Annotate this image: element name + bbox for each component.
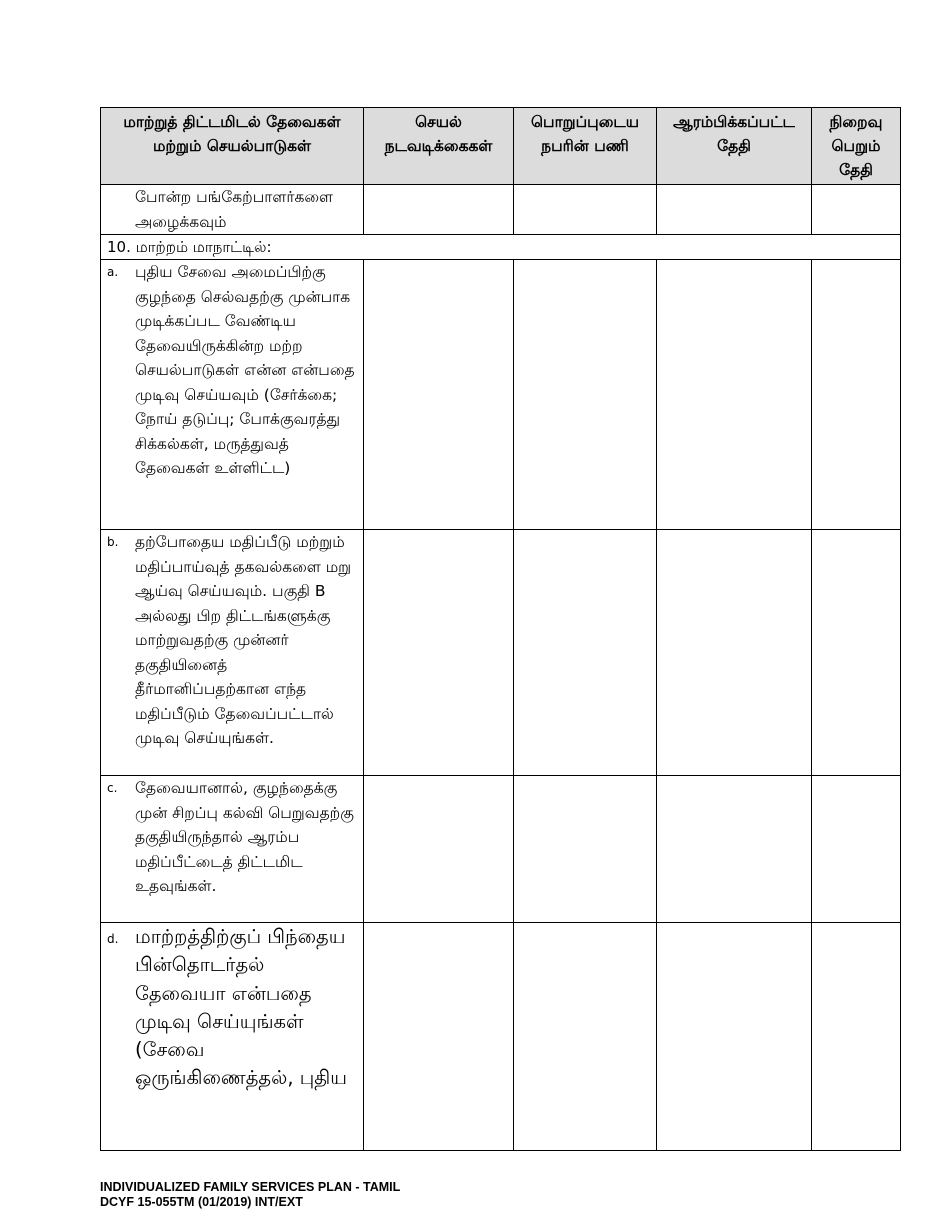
item-marker: b.	[107, 535, 119, 549]
table-row	[101, 530, 901, 776]
table-header-row	[101, 108, 901, 185]
completion-date-cell[interactable]	[812, 530, 901, 776]
header-responsible-person: பொறுப்புடைய நபரின் பணி	[514, 108, 657, 185]
responsible-person-cell[interactable]	[514, 185, 657, 235]
table-row	[101, 776, 901, 923]
completion-date-cell[interactable]	[812, 776, 901, 923]
start-date-cell[interactable]	[657, 530, 812, 776]
item-text: தேவையானால், குழந்தைக்கு முன் சிறப்பு கல்வி பெறுவதற்கு தகுதியிருந்தால் ஆரம்ப மதிப்பீட்டைத் திட்டமிட உதவுங்கள்.	[135, 779, 354, 895]
table-row	[101, 260, 901, 530]
header-action-steps: செயல் நடவடிக்கைகள்	[364, 108, 514, 185]
completion-date-cell[interactable]	[812, 260, 901, 530]
item-text: தற்போதைய மதிப்பீடு மற்றும் மதிப்பாய்வுத் தகவல்களை மறு ஆய்வு செய்யவும். பகுதி B அல்லது பிற திட்டங்களுக்கு மாற்றுவதற்கு முன்னர் தகுதியினைத் தீர்மானிப்பதற்கான எந்த மதிப்பீடும் தேவைப்பட்டால் முடிவு செய்யுங்கள்.	[135, 533, 352, 747]
start-date-cell[interactable]	[657, 260, 812, 530]
item-marker: a.	[107, 265, 119, 279]
table-row	[101, 923, 901, 1151]
item-marker: d.	[107, 932, 119, 946]
continuation-text: போன்ற பங்கேற்பாளர்களை அழைக்கவும்	[135, 188, 334, 231]
form-number: DCYF 15-055TM (01/2019) INT/EXT	[100, 1195, 303, 1209]
action-steps-cell[interactable]	[364, 530, 514, 776]
item-text: மாற்றத்திற்குப் பிந்தைய பின்தொடர்தல் தேவையா என்பதை முடிவு செய்யுங்கள் (சேவை ஒருங்கிணைத்தல், புதிய	[135, 925, 347, 1090]
start-date-cell[interactable]	[657, 776, 812, 923]
section-row	[101, 235, 901, 260]
start-date-cell[interactable]	[657, 185, 812, 235]
completion-date-cell[interactable]	[812, 185, 901, 235]
completion-date-cell[interactable]	[812, 923, 901, 1151]
start-date-cell[interactable]	[657, 923, 812, 1151]
form-footer	[100, 1180, 400, 1210]
action-steps-cell[interactable]	[364, 260, 514, 530]
responsible-person-cell[interactable]	[514, 923, 657, 1151]
action-steps-cell[interactable]	[364, 923, 514, 1151]
table-row	[101, 185, 901, 235]
responsible-person-cell[interactable]	[514, 776, 657, 923]
section-number: 10.	[107, 238, 131, 256]
responsible-person-cell[interactable]	[514, 260, 657, 530]
responsible-person-cell[interactable]	[514, 530, 657, 776]
item-marker: c.	[107, 781, 118, 795]
transition-planning-table	[100, 107, 901, 1151]
header-start-date: ஆரம்பிக்கப்பட்ட தேதி	[657, 108, 812, 185]
header-completion-date: நிறைவு பெறும் தேதி	[812, 108, 901, 185]
form-title: INDIVIDUALIZED FAMILY SERVICES PLAN - TAMIL	[100, 1180, 401, 1194]
section-title: மாற்றம் மாநாட்டில்:	[135, 238, 272, 256]
header-needs-activities: மாற்றுத் திட்டமிடல் தேவைகள் மற்றும் செயல்பாடுகள்	[101, 108, 364, 185]
action-steps-cell[interactable]	[364, 185, 514, 235]
item-text: புதிய சேவை அமைப்பிற்கு குழந்தை செல்வதற்கு முன்பாக முடிக்கப்பட வேண்டிய தேவையிருக்கின்ற மற்ற செயல்பாடுகள் என்ன என்பதை முடிவு செய்யவும் (சேர்க்கை; நோய் தடுப்பு; போக்குவரத்து சிக்கல்கள், மருத்துவத் தேவைகள் உள்ளிட்ட)	[135, 263, 355, 477]
action-steps-cell[interactable]	[364, 776, 514, 923]
